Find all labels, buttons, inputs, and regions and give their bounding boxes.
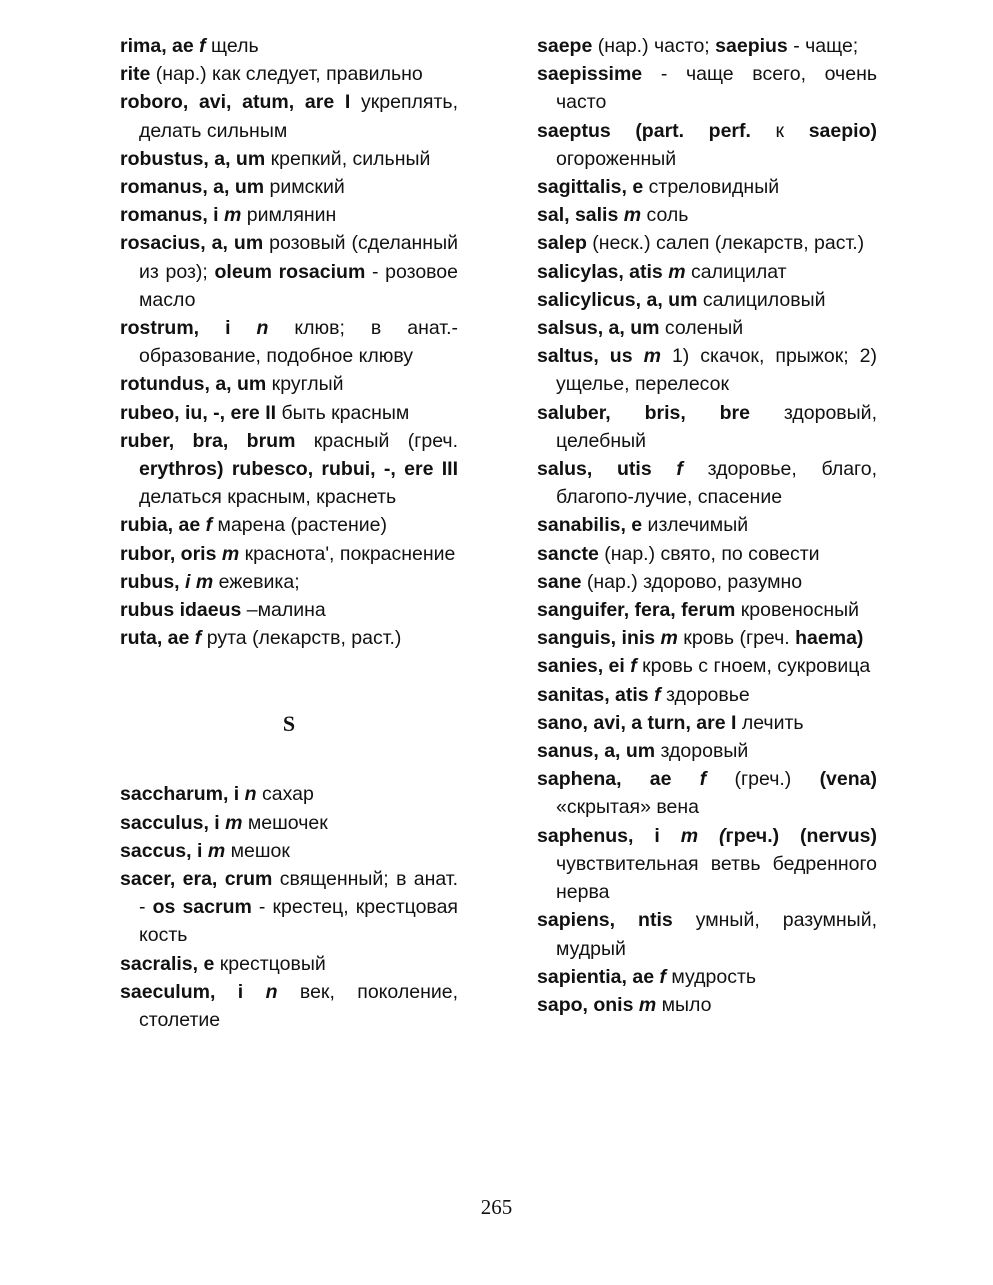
entry-definition: к: [750, 119, 809, 142]
entry-gender: m (: [680, 824, 726, 847]
entry-definition: огороженный: [556, 147, 677, 170]
entry-headword: oleum rosacium: [214, 260, 366, 283]
dictionary-entry: [537, 314, 877, 342]
entry-definition: рута (лекарств, раст.): [201, 627, 402, 650]
entry-definition: мыло: [656, 993, 712, 1016]
entry-headword: sapo, onis: [537, 993, 639, 1016]
dictionary-entry: [537, 624, 877, 652]
entry-headword: haema): [795, 627, 864, 650]
dictionary-entry: [120, 32, 458, 60]
entry-definition: соленый: [659, 317, 744, 340]
entry-headword: sanguifer, fera, ferum: [537, 599, 736, 622]
dictionary-entry: [120, 568, 458, 596]
dictionary-entry: [537, 455, 877, 511]
dictionary-entry: [537, 60, 877, 116]
entry-headword: os sacrum: [152, 896, 252, 919]
entry-headword: erythros) rubesco, rubui, -, ere III: [139, 458, 458, 481]
entry-headword: sacculus, i: [120, 811, 226, 834]
entry-definition: чувствительная ветвь бедренного нерва: [556, 852, 877, 904]
entry-definition: - чаще всего, очень часто: [556, 63, 877, 114]
dictionary-entry: [120, 145, 458, 173]
entry-definition: делаться красным, краснеть: [139, 486, 397, 509]
entry-gender: m: [221, 542, 240, 565]
entry-gender: f: [194, 627, 202, 650]
dictionary-entry: [120, 865, 458, 950]
dictionary-entry: [537, 511, 877, 539]
entry-headword: rubia, ae: [120, 514, 206, 537]
dictionary-entry: [120, 596, 458, 624]
entry-headword: saeculum, i: [120, 980, 266, 1003]
page-number: 265: [480, 1195, 513, 1219]
entry-gender: n: [265, 980, 278, 1003]
entry-headword: ruber, bra, brum: [120, 429, 296, 452]
entry-gender: m: [225, 811, 243, 834]
entry-headword: saepio): [808, 119, 877, 142]
entry-gender: m: [668, 260, 686, 283]
entry-definition: стреловидный: [643, 176, 780, 199]
dictionary-entry: [537, 399, 877, 455]
entry-headword: sanus, a, um: [537, 740, 656, 763]
entry-headword: saphenus, i: [537, 824, 681, 847]
dictionary-entry: [537, 765, 877, 821]
entry-headword: sapiens, ntis: [537, 909, 673, 932]
entry-definition: римлянин: [241, 204, 337, 227]
entry-gender: m: [660, 627, 678, 650]
entry-headword: saphena, ae: [537, 768, 700, 791]
entry-gender: n: [244, 783, 257, 806]
entry-definition: - чаще;: [787, 35, 859, 57]
dictionary-entry: [120, 511, 458, 539]
entry-definition: (нар.) здорово, разумно: [581, 570, 803, 593]
entry-definition: крестцовый: [214, 952, 326, 975]
entry-headword: roboro, avi, atum, are I: [120, 91, 351, 114]
entry-headword: salsus, a, um: [537, 317, 660, 340]
entry-definition: щель: [205, 35, 259, 57]
dictionary-entry: [120, 427, 458, 512]
entry-definition: –малина: [241, 599, 326, 622]
entry-headword: salicylas, atis: [537, 260, 669, 283]
entry-headword: rite: [120, 63, 151, 86]
entry-definition: (нар.) как следует, правильно: [150, 63, 423, 86]
entry-gender: f: [659, 965, 666, 988]
section-letter: S: [282, 711, 296, 737]
entry-gender: m: [224, 204, 242, 227]
entry-definition: розовый (сделанный из роз);: [139, 232, 458, 283]
entry-gender: f: [199, 35, 206, 57]
entry-headword: sanguis, inis: [537, 627, 661, 650]
entry-gender: m: [643, 345, 661, 368]
dictionary-entry: [537, 117, 877, 173]
dictionary-entry: [120, 978, 458, 1034]
entry-headword: sano, avi, a turn, are I: [537, 711, 737, 734]
entry-headword: sapientia, ae: [537, 965, 660, 988]
entry-headword: rima, ae: [120, 35, 200, 57]
entry-headword: rosacius, a, um: [120, 232, 264, 255]
dictionary-entry: [120, 540, 458, 568]
entry-headword: saccharum, i: [120, 783, 245, 806]
entry-gender: f: [676, 458, 683, 481]
entry-definition: ежевика;: [213, 570, 300, 593]
dictionary-entry: [120, 624, 458, 652]
dictionary-entry: [120, 229, 458, 314]
entry-headword: romanus, a, um: [120, 176, 265, 199]
entry-headword: sanabilis, e: [537, 514, 643, 537]
left-column: [120, 32, 458, 1034]
entry-definition: - розовое масло: [139, 260, 458, 311]
dictionary-entry: [537, 596, 877, 624]
entry-headword: saepius: [715, 35, 788, 57]
entry-headword: греч.) (nervus): [725, 824, 877, 847]
dictionary-entry: [537, 963, 877, 991]
entry-definition: мудрость: [665, 965, 757, 988]
dictionary-entry: [120, 370, 458, 398]
entry-definition: мешочек: [242, 811, 328, 834]
dictionary-entry: [120, 399, 458, 427]
dictionary-entry: [537, 229, 877, 257]
entry-headword: sal, salis: [537, 204, 624, 227]
dictionary-entry: [120, 60, 458, 88]
entry-headword: (vena): [819, 768, 877, 791]
dictionary-entry: [537, 822, 877, 907]
entry-headword: saepissime: [537, 63, 643, 86]
entry-definition: здоровье, благо, благопо-лучие, спасение: [556, 458, 877, 509]
entry-headword: salep: [537, 232, 587, 255]
entry-definition: «скрытая» вена: [556, 796, 699, 819]
dictionary-entry: [537, 568, 877, 596]
entry-definition: век, поколение, столетие: [139, 980, 458, 1032]
dictionary-entry: [120, 780, 458, 808]
entry-headword: saluber, bris, bre: [537, 401, 750, 424]
entry-definition: быть красным: [276, 401, 410, 424]
entry-gender: m: [207, 839, 226, 862]
entry-definition: здоровье: [660, 683, 750, 706]
entry-definition: круглый: [266, 373, 344, 396]
entry-definition: излечимый: [642, 514, 749, 537]
dictionary-entry: [537, 342, 877, 398]
dictionary-entry: [537, 991, 877, 1019]
entry-definition: кровь с гноем, сукровица: [636, 655, 871, 678]
entry-definition: салициловый: [697, 288, 826, 311]
entry-definition: священный; в анат. -: [139, 868, 458, 919]
entries-r-list: [120, 32, 458, 652]
dictionary-entry: [537, 709, 877, 737]
entry-headword: saltus, us: [537, 345, 644, 368]
entries-s-continued-list: [537, 32, 877, 1019]
entry-definition: марена (растение): [212, 514, 388, 537]
dictionary-entry: [537, 32, 877, 60]
entry-definition: римский: [264, 176, 345, 199]
dictionary-entry: [120, 950, 458, 978]
dictionary-entry: [537, 540, 877, 568]
entry-definition: кровь (греч.: [677, 627, 796, 650]
entry-gender: i m: [185, 570, 214, 593]
entry-headword: ruta, ae: [120, 627, 195, 650]
entry-headword: rubus idaeus: [120, 599, 242, 622]
dictionary-entry: [537, 681, 877, 709]
entry-headword: sacer, era, crum: [120, 868, 273, 891]
entry-headword: robustus, a, um: [120, 147, 266, 170]
entry-headword: sanitas, atis: [537, 683, 655, 706]
entry-definition: умный, разумный, мудрый: [556, 909, 877, 960]
entry-gender: f: [699, 768, 707, 791]
dictionary-entry: [120, 173, 458, 201]
entry-definition: (греч.): [706, 768, 820, 791]
entry-headword: rubus,: [120, 570, 186, 593]
entry-gender: f: [654, 683, 661, 706]
entry-definition: - крестец, крестцовая кость: [139, 896, 458, 947]
entry-definition: мешок: [225, 839, 290, 862]
entry-definition: 1) скачок, прыжок; 2) ущелье, перелесок: [556, 345, 878, 396]
entry-gender: f: [630, 655, 637, 678]
entry-headword: sanies, ei: [537, 655, 631, 678]
dictionary-entry: [120, 314, 458, 370]
entry-definition: (нар.) свято, по совести: [598, 542, 820, 565]
dictionary-entry: [120, 201, 458, 229]
entry-definition: (неск.) салеп (лекарств, раст.): [586, 232, 865, 255]
entry-headword: saeptus (part. perf.: [537, 119, 751, 142]
entry-definition: клюв; в анат.- образование, подобное клюву: [139, 317, 458, 368]
entry-definition: кровеносный: [735, 599, 859, 622]
dictionary-entry: [537, 173, 877, 201]
entry-headword: sancte: [537, 542, 599, 565]
entry-gender: m: [638, 993, 657, 1016]
entry-definition: красный (греч.: [295, 429, 458, 452]
entry-headword: rubor, oris: [120, 542, 222, 565]
dictionary-entry: [537, 906, 877, 962]
entry-definition: салицилат: [685, 260, 787, 283]
entry-headword: saepe: [537, 35, 593, 57]
entry-headword: sane: [537, 570, 582, 593]
entry-definition: укреплять, делать сильным: [139, 91, 458, 142]
entry-headword: rostrum, i: [120, 317, 257, 340]
entry-definition: здоровый: [655, 740, 749, 763]
entry-definition: краснота', покраснение: [239, 542, 456, 565]
entry-gender: n: [256, 317, 269, 340]
dictionary-entry: [537, 652, 877, 680]
dictionary-entry: [537, 258, 877, 286]
entry-headword: sacralis, e: [120, 952, 215, 975]
entry-gender: f: [205, 514, 213, 537]
entry-definition: здоровый, целебный: [556, 401, 877, 452]
right-column: [537, 32, 877, 1019]
entry-definition: (нар.) часто;: [592, 35, 716, 57]
dictionary-entry: [120, 88, 458, 144]
entry-gender: m: [623, 204, 642, 227]
entry-headword: saccus, i: [120, 839, 208, 862]
entry-headword: romanus, i: [120, 204, 225, 227]
dictionary-entry: [120, 837, 458, 865]
entry-definition: сахар: [256, 783, 314, 806]
entry-headword: rubeo, iu, -, ere II: [120, 401, 277, 424]
entry-headword: rotundus, a, um: [120, 373, 267, 396]
entry-definition: лечить: [736, 711, 804, 734]
dictionary-entry: [120, 809, 458, 837]
entries-s-list: [120, 780, 458, 1034]
dictionary-entry: [537, 286, 877, 314]
entry-headword: salicylicus, a, um: [537, 288, 698, 311]
dictionary-entry: [537, 201, 877, 229]
entry-definition: крепкий, сильный: [265, 147, 431, 170]
entry-definition: соль: [641, 204, 689, 227]
entry-headword: sagittalis, e: [537, 176, 644, 199]
dictionary-entry: [537, 737, 877, 765]
entry-headword: salus, utis: [537, 458, 677, 481]
